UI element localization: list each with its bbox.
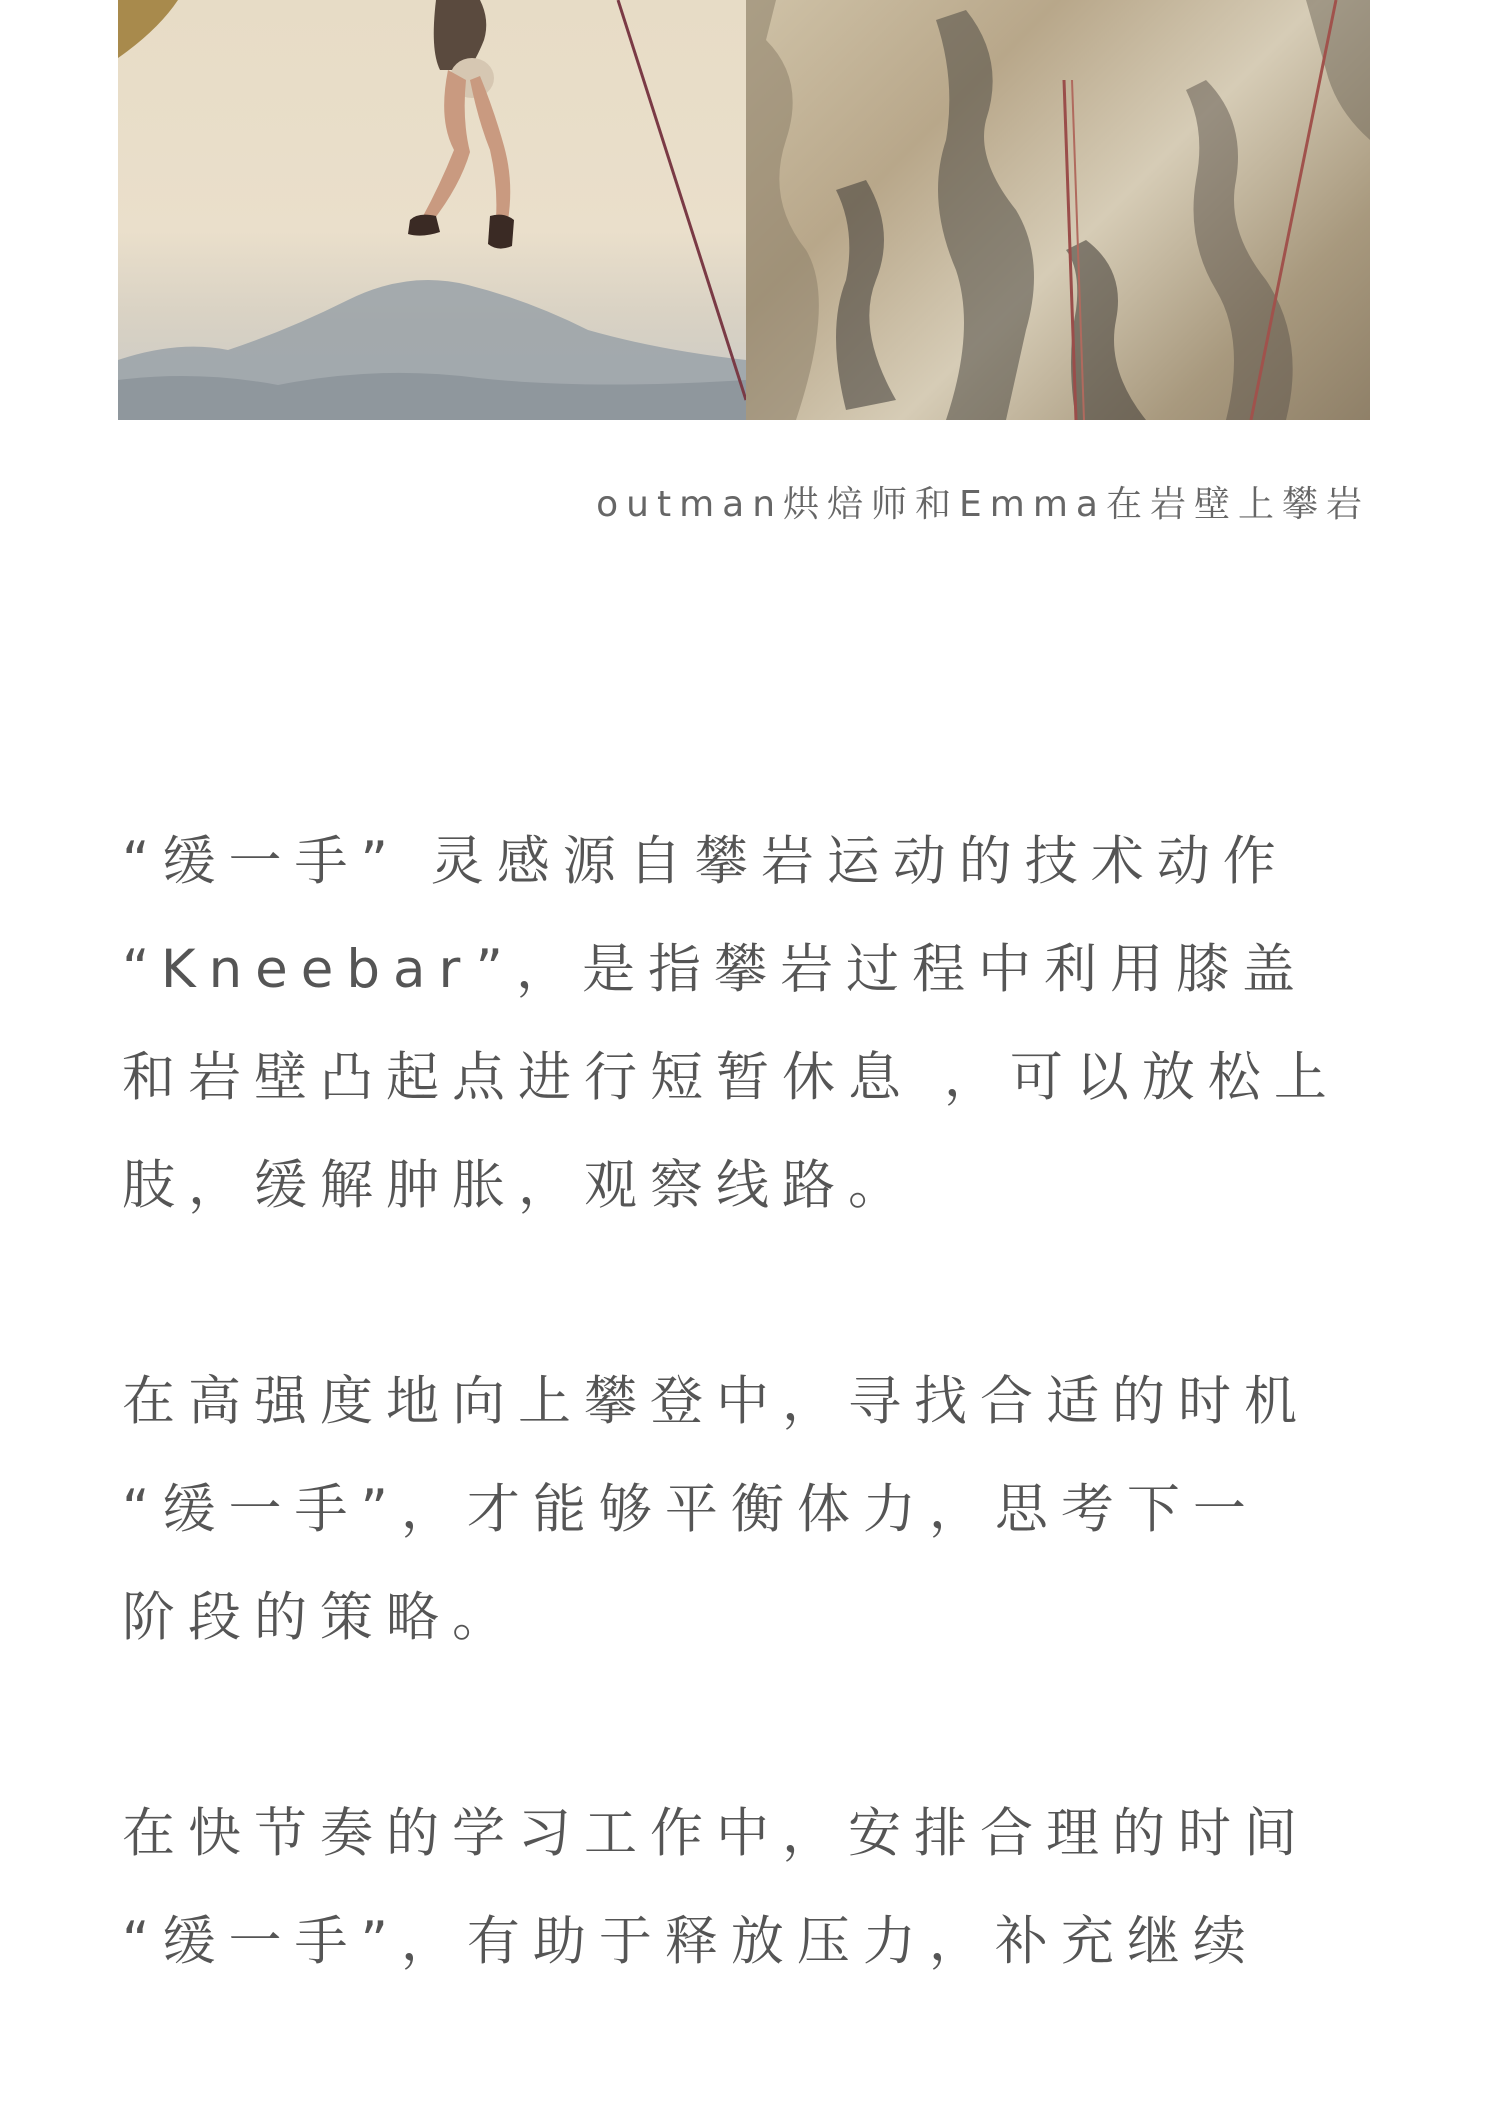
climber-silhouette-icon bbox=[118, 0, 746, 420]
rock-wall-icon bbox=[746, 0, 1370, 420]
text-line: 在快节奏的学习工作中，安排合理的时间 bbox=[122, 1803, 1310, 1864]
paragraph-climbing bbox=[122, 1348, 1382, 1672]
paragraph-kneebar bbox=[122, 808, 1382, 1240]
text-line: 和岩壁凸起点进行短暂休息 ，可以放松上 bbox=[122, 1047, 1340, 1108]
text-line: “缓一手” 灵感源自攀岩运动的技术动作 bbox=[122, 831, 1289, 892]
photo-collage bbox=[118, 0, 1370, 420]
climber-photo bbox=[118, 0, 746, 420]
article-body bbox=[122, 808, 1382, 2104]
text-line: “缓一手”，有助于释放压力，补充继续 bbox=[122, 1911, 1259, 1972]
text-line: “缓一手”，才能够平衡体力，思考下一 bbox=[122, 1479, 1259, 1540]
text-line: 阶段的策略。 bbox=[122, 1587, 518, 1648]
text-line: 肢，缓解肿胀，观察线路。 bbox=[122, 1155, 914, 1216]
rock-wall-photo bbox=[746, 0, 1370, 420]
text-line: “Kneebar”，是指攀岩过程中利用膝盖 bbox=[122, 939, 1308, 1000]
photo-caption: outman烘焙师和Emma在岩壁上攀岩 bbox=[596, 484, 1370, 525]
paragraph-work bbox=[122, 1780, 1382, 1996]
text-line: 在高强度地向上攀登中，寻找合适的时机 bbox=[122, 1371, 1310, 1432]
